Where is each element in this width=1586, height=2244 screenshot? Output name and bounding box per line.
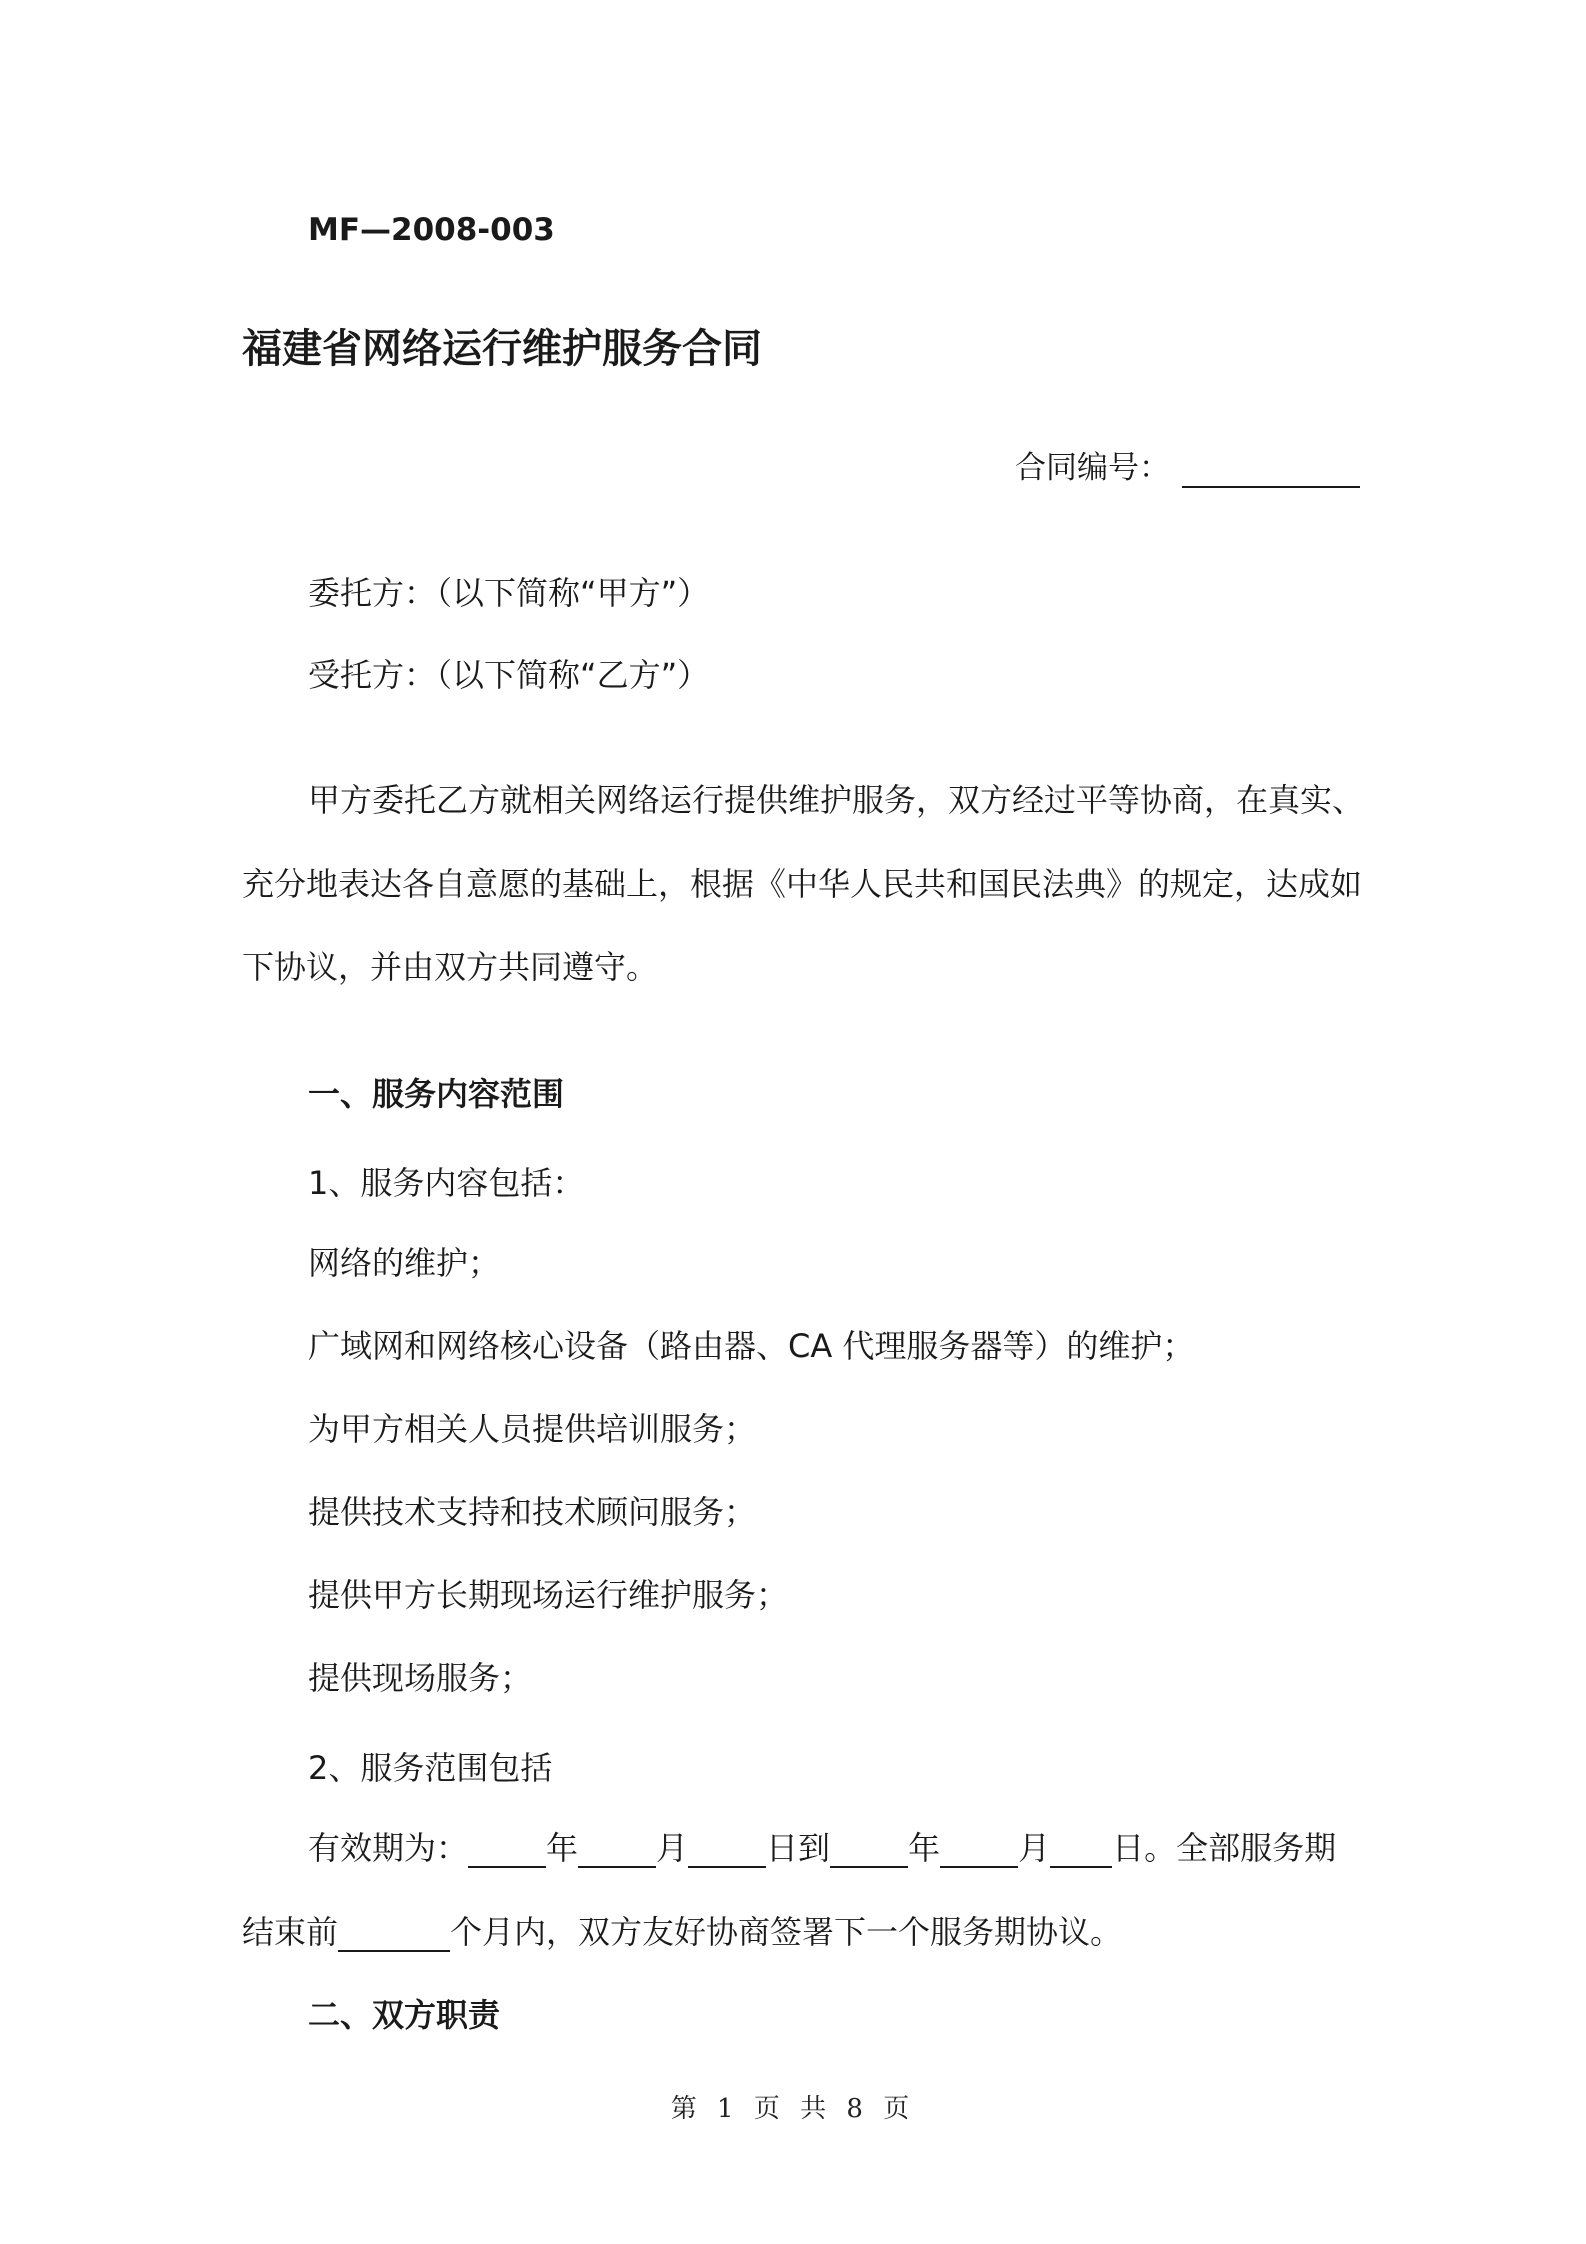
day-end-label: 日。全部服务期 [1112,1829,1337,1867]
contract-number-label: 合同编号： [1015,450,1170,486]
year-label: 年 [546,1829,579,1867]
service-item: 网络的维护； [308,1244,501,1282]
months-blank [338,1916,450,1952]
service-item: 提供现场服务； [308,1659,533,1697]
notice-suffix: 个月内，双方友好协商签署下一个服务期协议。 [450,1913,1123,1951]
end-day-blank [1050,1832,1112,1868]
section1-sub1: 1、服务内容包括： [308,1164,585,1202]
start-day-blank [688,1832,766,1868]
year-label: 年 [908,1829,941,1867]
service-item: 广域网和网络核心设备（路由器、CA 代理服务器等）的维护； [308,1327,1195,1365]
intro-line-3: 下协议，并由双方共同遵守。 [242,948,659,986]
start-year-blank [468,1832,546,1868]
section1-sub2: 2、服务范围包括 [308,1749,553,1787]
document-title: 福建省网络运行维护服务合同 [242,326,762,372]
section1-heading: 一、服务内容范围 [308,1075,565,1113]
service-item: 为甲方相关人员提供培训服务； [308,1410,757,1448]
contract-number-blank [1182,452,1360,488]
end-year-blank [830,1832,908,1868]
intro-line-2: 充分地表达各自意愿的基础上，根据《中华人民共和国民法典》的规定，达成如 [242,865,1363,903]
section2-heading: 二、双方职责 [308,1996,501,2034]
day-to-label: 日到 [766,1829,831,1867]
service-item: 提供甲方长期现场运行维护服务； [308,1576,789,1614]
month-label: 月 [656,1829,689,1867]
contract-number-field [1015,448,1360,488]
service-item: 提供技术支持和技术顾问服务； [308,1493,757,1531]
intro-line-1: 甲方委托乙方就相关网络运行提供维护服务，双方经过平等协商，在真实、 [308,781,1365,819]
notice-prefix: 结束前 [242,1913,339,1951]
client-line: 委托方：（以下简称“甲方”） [308,574,710,612]
start-month-blank [578,1832,656,1868]
end-month-blank [940,1832,1018,1868]
document-code: MF—2008-003 [308,212,555,248]
validity-line-2 [242,1912,1122,1952]
contractor-line: 受托方：（以下简称“乙方”） [308,656,710,694]
month-label: 月 [1018,1829,1051,1867]
validity-line [308,1828,1336,1868]
validity-prefix: 有效期为： [308,1829,469,1867]
page-footer: 第 1 页 共 8 页 [670,2094,916,2124]
